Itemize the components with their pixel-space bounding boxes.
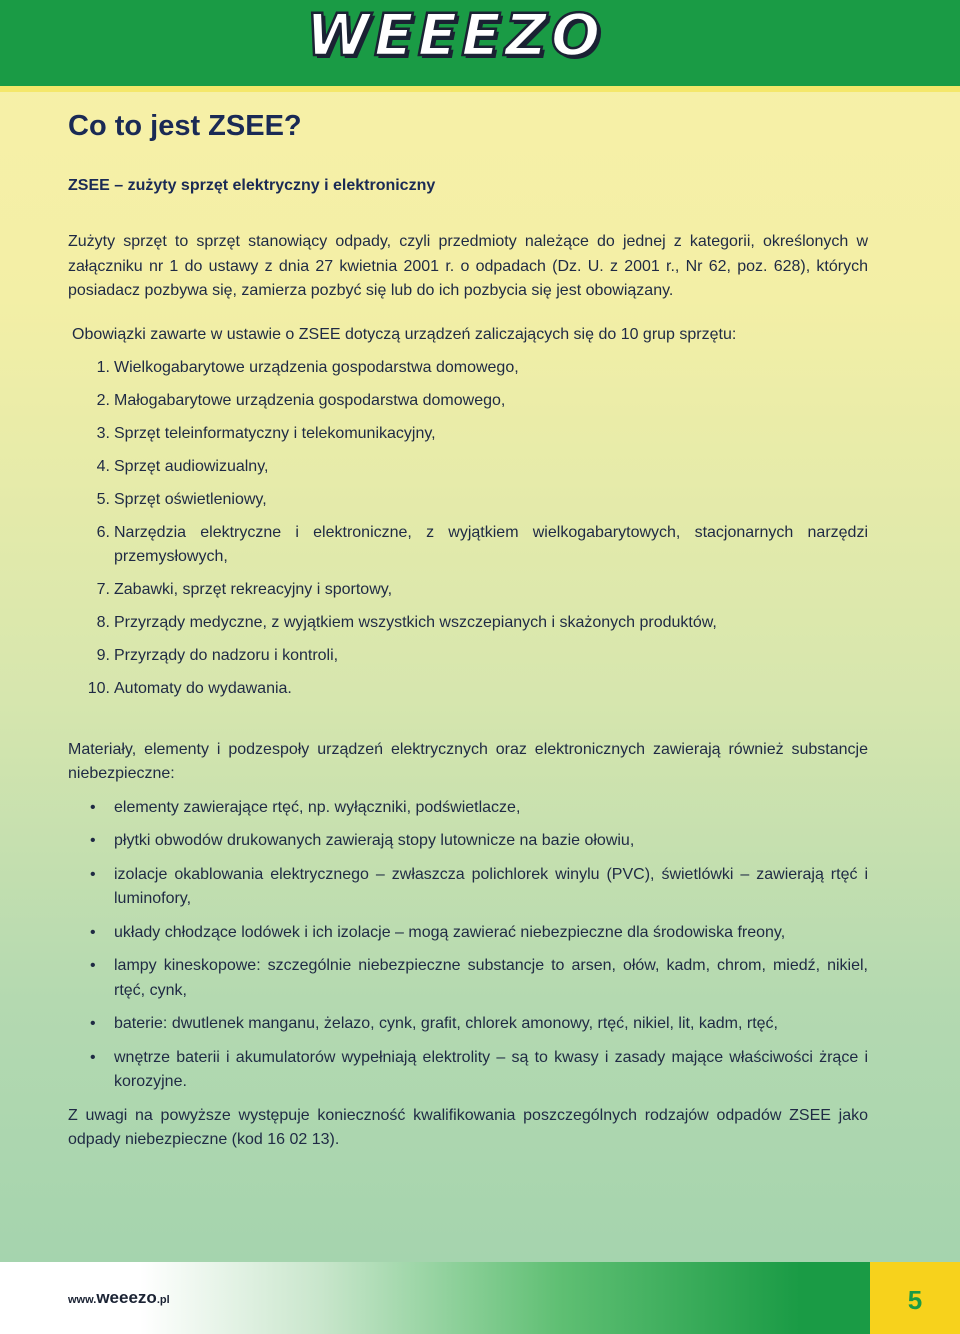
weeezo-logo: WEEEZO bbox=[306, 1, 605, 69]
list-item bbox=[68, 521, 868, 570]
list-item-text: Małogabarytowe urządzenia gospodarstwa domowego, bbox=[114, 391, 506, 409]
equipment-groups-list bbox=[68, 356, 868, 702]
list-item bbox=[68, 422, 868, 447]
list-item bbox=[68, 829, 868, 854]
url-suffix: .pl bbox=[156, 1294, 170, 1306]
list-item bbox=[68, 1046, 868, 1095]
list-item-number: 6. bbox=[96, 523, 110, 541]
url-prefix: www. bbox=[68, 1294, 97, 1306]
url-brand: weeezo bbox=[96, 1288, 157, 1307]
bullet-icon: • bbox=[90, 957, 96, 974]
list-item bbox=[68, 578, 868, 603]
list-item-text: Automaty do wydawania. bbox=[114, 680, 292, 697]
list-item-number: 3. bbox=[96, 424, 110, 442]
list-item bbox=[68, 954, 868, 1003]
conclusion-paragraph: Z uwagi na powyższe występuje konieczność kwalifikowania poszczególnych rodzajów odpadów ZSEE jako odpady niebezpieczne (kod 16 02 13). bbox=[68, 1106, 868, 1148]
list-item-number: 10. bbox=[87, 680, 110, 697]
list-item-text: Przyrządy medyczne, z wyjątkiem wszystkich wszczepianych i skażonych produktów, bbox=[114, 614, 717, 631]
page-content bbox=[68, 106, 868, 1153]
bullet-icon: • bbox=[90, 1015, 96, 1032]
list-item bbox=[68, 677, 868, 702]
bullet-icon: • bbox=[90, 865, 96, 883]
website-link[interactable] bbox=[68, 1288, 170, 1308]
footer-bar bbox=[0, 1262, 960, 1334]
list-item-text: baterie: dwutlenek manganu, żelazo, cynk, grafit, chlorek amonowy, rtęć, nikiel, lit, kadm, rtęć, bbox=[114, 1015, 778, 1032]
materials-paragraph: Materiały, elementy i podzespoły urządzeń elektrycznych oraz elektronicznych zawierają również substancje niebezpieczne: bbox=[68, 740, 868, 782]
list-item-text: Zabawki, sprzęt rekreacyjny i sportowy, bbox=[114, 581, 393, 598]
list-item-text: lampy kineskopowe: szczególnie niebezpieczne substancje to arsen, ołów, kadm, chrom, miedź, nikiel, rtęć, cynk, bbox=[114, 957, 868, 999]
list-item-number: 2. bbox=[96, 391, 110, 409]
list-item bbox=[68, 611, 868, 636]
list-item-number: 9. bbox=[96, 647, 110, 664]
page-title: Co to jest ZSEE? bbox=[68, 110, 302, 142]
page-number: 5 bbox=[907, 1285, 923, 1315]
bullet-icon: • bbox=[90, 798, 96, 816]
list-item-text: Wielkogabarytowe urządzenia gospodarstwa domowego, bbox=[114, 358, 519, 376]
list-item-text: Narzędzia elektryczne i elektroniczne, z wyjątkiem wielkogabarytowych, stacjonarnych narzędzi przemysłowych, bbox=[114, 523, 868, 565]
list-item-text: układy chłodzące lodówek i ich izolacje – mogą zawierać niebezpieczne dla środowiska freony, bbox=[114, 923, 786, 941]
list-item bbox=[68, 356, 868, 381]
groups-lead: Obowiązki zawarte w ustawie o ZSEE dotyczą urządzeń zaliczających się do 10 grup sprzętu: bbox=[72, 325, 737, 343]
list-item bbox=[68, 796, 868, 821]
list-item-number: 5. bbox=[96, 490, 110, 508]
intro-paragraph: Zużyty sprzęt to sprzęt stanowiący odpady, czyli przedmioty należące do jednej z kategorii, określonych w załączniku nr 1 do ustawy z dnia 27 kwietnia 2001 r. o odpadach (Dz. U. z 2001 r., Nr 62, poz. 628), których posiadacz pozbywa się, zamierza pozbyć się lub do ich pozbycia się jest obowiązany. bbox=[68, 233, 868, 299]
list-item-text: Przyrządy do nadzoru i kontroli, bbox=[114, 647, 339, 664]
hazardous-substances-list bbox=[68, 796, 868, 1095]
list-item-number: 1. bbox=[96, 358, 110, 376]
list-item-text: izolacje okablowania elektrycznego – zwłaszcza polichlorek winylu (PVC), świetlówki – zawierają rtęć i luminofory, bbox=[114, 865, 868, 907]
list-item-text: Sprzęt teleinformatyczny i telekomunikacyjny, bbox=[114, 424, 436, 442]
list-item-number: 8. bbox=[96, 614, 110, 631]
list-item-text: elementy zawierające rtęć, np. wyłączniki, podświetlacze, bbox=[114, 798, 521, 816]
list-item bbox=[68, 389, 868, 414]
list-item bbox=[68, 488, 868, 513]
bullet-icon: • bbox=[90, 832, 96, 849]
list-item-text: wnętrze baterii i akumulatorów wypełniają elektrolity – są to kwasy i zasady mające właściwości żrące i korozyjne. bbox=[114, 1048, 868, 1090]
header-divider bbox=[0, 86, 960, 92]
list-item bbox=[68, 644, 868, 669]
list-item bbox=[68, 863, 868, 912]
list-item-text: płytki obwodów drukowanych zawierają stopy lutownicze na bazie ołowiu, bbox=[114, 832, 635, 849]
list-item bbox=[68, 455, 868, 480]
list-item-text: Sprzęt audiowizualny, bbox=[114, 457, 269, 475]
bullet-icon: • bbox=[90, 1048, 96, 1066]
list-item bbox=[68, 921, 868, 946]
list-item-number: 4. bbox=[96, 457, 110, 475]
bullet-icon: • bbox=[90, 923, 96, 941]
list-item bbox=[68, 1012, 868, 1037]
list-item-number: 7. bbox=[96, 581, 110, 598]
page-subtitle: ZSEE – zużyty sprzęt elektryczny i elektroniczny bbox=[68, 177, 436, 194]
list-item-text: Sprzęt oświetleniowy, bbox=[114, 490, 267, 508]
